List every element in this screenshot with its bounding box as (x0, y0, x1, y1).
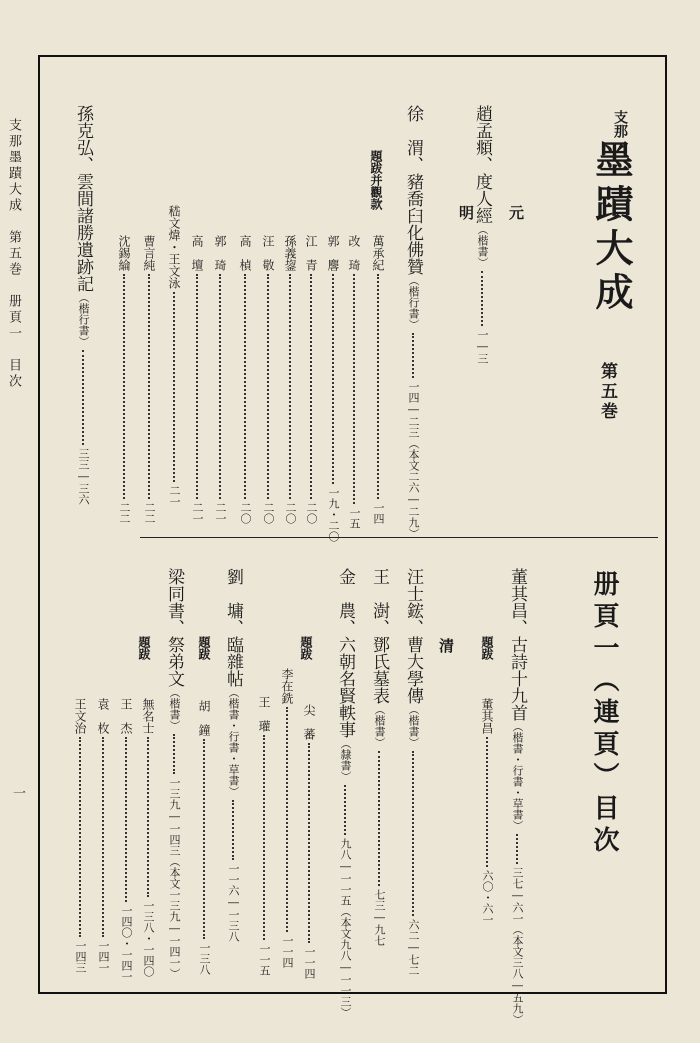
entry-page: 九八―一一五（本文九八―一一三） (339, 838, 352, 1018)
signer-row (142, 698, 154, 977)
leader-dots (378, 751, 380, 886)
entry-script: （楷行書） (407, 275, 420, 330)
divider-rule (140, 537, 658, 538)
leader-dots (125, 737, 127, 902)
era-qing: 清 (437, 638, 455, 653)
signer-row (305, 235, 317, 524)
entry-title: 徐 渭、豬喬臼化佛贊 (403, 105, 423, 275)
signer-page: 二一 (214, 502, 227, 524)
signer-name: 無名士 (141, 698, 155, 734)
era-ming: 明 (457, 205, 475, 220)
era-yuan: 元 (507, 205, 525, 220)
signer-page: 一一五 (258, 943, 271, 976)
entry-page: 六二―七二 (407, 919, 420, 976)
signer-row (284, 235, 296, 524)
leader-dots (332, 274, 334, 484)
entry-title: 孫克弘、雲間諸勝遺跡記 (73, 105, 93, 292)
leader-dots (147, 737, 149, 897)
signer-name: 胡 鐘 (197, 700, 211, 736)
signer-row (348, 235, 360, 529)
signer-name: 改 琦 (347, 235, 361, 271)
signer-row (258, 696, 270, 976)
signer-row (143, 235, 155, 524)
toc-entry-zhao (473, 105, 490, 364)
leader-dots (148, 274, 150, 499)
leader-dots (102, 737, 104, 937)
running-toc: 目次 (6, 358, 21, 390)
signer-row (214, 235, 226, 524)
toc-entry-dong (508, 568, 525, 1025)
signer-name: 汪 敬 (261, 235, 275, 271)
toc-entry-wang-shu (370, 568, 387, 946)
section-title: 册頁一（連頁）目次 (589, 570, 619, 858)
signer-name: 王 瓘 (257, 696, 271, 732)
leader-dots (82, 350, 84, 445)
signer-name: 李在銑 (280, 668, 294, 704)
leader-dots (263, 735, 265, 940)
entry-title: 王 澍、鄧氏墓表 (369, 568, 389, 704)
leader-dots (289, 274, 291, 499)
signer-page: 一四 (372, 502, 385, 524)
running-section: 册頁一 (6, 294, 21, 342)
signer-row (74, 698, 86, 973)
entry-script: （隸書） (339, 738, 352, 782)
entry-page: 七三―九七 (373, 889, 386, 946)
entry-title: 劉 墉、臨雜帖 (223, 568, 243, 687)
leader-dots (412, 333, 414, 378)
signer-row (303, 704, 315, 979)
signer-name: 郭 琦 (213, 235, 227, 271)
leader-dots (267, 274, 269, 499)
toc-entry-wang-shihong (404, 568, 421, 976)
series-prefix: 支那 (612, 110, 628, 138)
leader-dots (173, 292, 175, 482)
signer-name: 江 青 (304, 235, 318, 271)
signer-name: 孫義鋆 (283, 235, 297, 271)
colophon-label: 題跋 (197, 636, 211, 660)
signer-page: 二二 (118, 502, 131, 524)
signer-row (262, 235, 274, 524)
volume-label: 第五巻 (597, 362, 617, 422)
signer-row (239, 235, 251, 524)
entry-script: （楷書・行書・草書） (511, 721, 524, 831)
leader-dots (344, 785, 346, 835)
signer-page: 一四〇・一四一 (120, 905, 133, 982)
leader-dots (219, 274, 221, 499)
signer-name: 萬承紀 (371, 235, 385, 271)
colophon-label: 題跋 (299, 636, 313, 660)
entry-title: 汪士鋐、曹大學傳 (403, 568, 423, 704)
signer-name: 沈錫綸 (117, 235, 131, 271)
colophon-label: 題跋 (137, 636, 151, 660)
entry-script: （楷行書） (77, 292, 90, 347)
signer-page: 二〇 (305, 502, 318, 524)
signer-page: 二一 (168, 485, 181, 507)
toc-entry-liu-yong (224, 568, 241, 942)
signer-page: 一五 (348, 507, 361, 529)
leader-dots (516, 834, 518, 864)
signer-page: 六〇・六一 (481, 870, 494, 925)
signer-row (327, 235, 339, 542)
signer-row (97, 698, 109, 973)
entry-script: （楷書） (373, 704, 386, 748)
entry-page: 三七―六一（本文三八―五九） (511, 867, 524, 1025)
entry-title: 趙孟頫、度人經 (472, 105, 492, 224)
series-title: 墨蹟大成 (589, 140, 634, 316)
signer-row (281, 668, 293, 968)
signer-name: 尖 蕃 (302, 704, 316, 740)
leader-dots (123, 274, 125, 499)
signer-page: 一三八 (198, 942, 211, 975)
signer-row (481, 698, 493, 925)
signer-row (191, 235, 203, 524)
toc-entry-jin-nong (336, 568, 353, 1018)
signer-row (120, 698, 132, 982)
signer-page: 二二 (143, 502, 156, 524)
toc-entry-xu (404, 105, 421, 539)
leader-dots (481, 271, 483, 326)
leader-dots (486, 737, 488, 867)
leader-dots (79, 737, 81, 937)
signer-name: 董其昌 (480, 698, 494, 734)
signer-page: 一三八・一四〇 (142, 900, 155, 977)
signer-name: 嵇文煒・王文泳 (167, 205, 181, 289)
entry-page: 一四―二三（本文二六―二九） (407, 381, 420, 539)
leader-dots (203, 739, 205, 939)
signer-page: 一四一 (97, 940, 110, 973)
signer-name: 王文治 (73, 698, 87, 734)
toc-entry-sun (74, 105, 91, 505)
leader-dots (310, 274, 312, 499)
leader-dots (377, 274, 379, 499)
entry-script: （楷書） (168, 687, 181, 731)
entry-page: 三三―三六 (77, 448, 90, 505)
signer-page: 二〇 (262, 502, 275, 524)
signer-page: 二一 (191, 502, 204, 524)
leader-dots (308, 743, 310, 943)
signer-row (118, 235, 130, 524)
signer-name: 高 楨 (238, 235, 252, 271)
entry-page: 一一六―一三八 (227, 863, 240, 942)
running-head (7, 118, 20, 390)
colophon-label: 題跋并觀款 (369, 150, 383, 210)
signer-page: 一四三 (74, 940, 87, 973)
leader-dots (286, 707, 288, 932)
signer-name: 袁 枚 (96, 698, 110, 734)
entry-script: （楷書・行書・草書） (227, 687, 240, 797)
toc-entry-liang (165, 568, 182, 979)
entry-page: 一―三 (476, 329, 489, 364)
signer-name: 郭 麐 (326, 235, 340, 271)
entry-title: 董其昌、古詩十九首 (507, 568, 527, 721)
signer-name: 高 壇 (190, 235, 204, 271)
leader-dots (353, 274, 355, 504)
running-series: 支那墨蹟大成 (6, 118, 21, 214)
entry-title: 梁同書、祭弟文 (164, 568, 184, 687)
colophon-label: 題跋 (480, 636, 494, 660)
entry-script: （楷書） (476, 224, 489, 268)
leader-dots (173, 734, 175, 774)
signer-row (168, 205, 180, 507)
entry-title: 金 農、六朝名賢軼事 (335, 568, 355, 738)
signer-page: 一一四 (303, 946, 316, 979)
signer-row (372, 235, 384, 524)
signer-row (198, 700, 210, 975)
signer-page: 一九・二〇 (327, 487, 340, 542)
leader-dots (232, 800, 234, 860)
leader-dots (412, 751, 414, 916)
signer-page: 一一四 (281, 935, 294, 968)
entry-script: （楷書） (407, 704, 420, 748)
signer-name: 曹言純 (142, 235, 156, 271)
signer-page: 二〇 (239, 502, 252, 524)
running-volume: 第五巻 (6, 230, 21, 278)
page-number: 一 (10, 786, 25, 799)
signer-page: 二〇 (284, 502, 297, 524)
entry-page: 一三九―一四三（本文一三九―一四一） (168, 777, 181, 979)
leader-dots (244, 274, 246, 499)
leader-dots (196, 274, 198, 499)
signer-name: 王 杰 (119, 698, 133, 734)
